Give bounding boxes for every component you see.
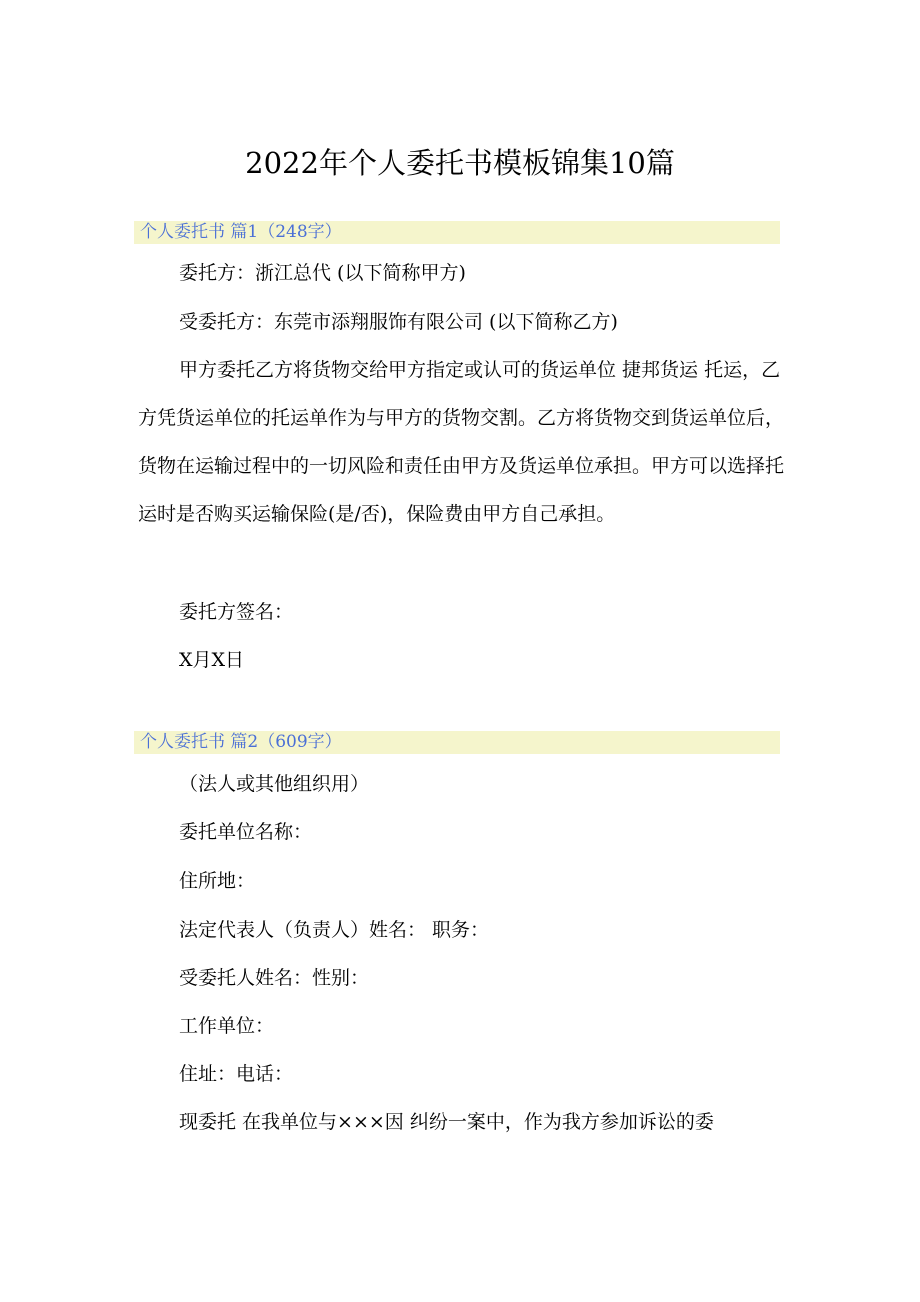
document-title: 2022年个人委托书模板锦集10篇 [245,146,675,180]
section-1-header: 个人委托书 篇1（248字） [134,221,780,244]
agent-line: 受委托方：东莞市添翔服饰有限公司 (以下简称乙方) [179,311,618,333]
address-field: 住所地： [179,870,256,892]
agent-name-field: 受委托人姓名：性别： [179,967,370,989]
date-line: X月X日 [179,649,245,671]
section-2-header: 个人委托书 篇2（609字） [134,731,780,754]
principal-line: 委托方：浙江总代 (以下简称甲方) [179,262,466,284]
section-2-body-start: 现委托 在我单位与×××因 纠纷一案中，作为我方参加诉讼的委 [179,1111,714,1133]
section-1-body-paragraph: 甲方委托乙方将货物交给甲方指定或认可的货运单位 捷邦货运 托运，乙方凭货运单位的托运单作为与甲方的货物交割。乙方将货物交到货运单位后，货物在运输过程中的一切风险和责任由甲方及货运单位承担。甲方可以选择托运时是否购买运输保险(是/否)，保险费由甲方自己承担。 [138,359,785,525]
signature-line: 委托方签名： [179,601,294,623]
residence-phone-field: 住址：电话： [179,1063,294,1085]
legal-rep-field: 法定代表人（负责人）姓名： 职务： [179,919,490,941]
usage-note: （法人或其他组织用） [179,773,370,795]
work-unit-field: 工作单位： [179,1015,275,1037]
unit-name-field: 委托单位名称： [179,821,313,843]
